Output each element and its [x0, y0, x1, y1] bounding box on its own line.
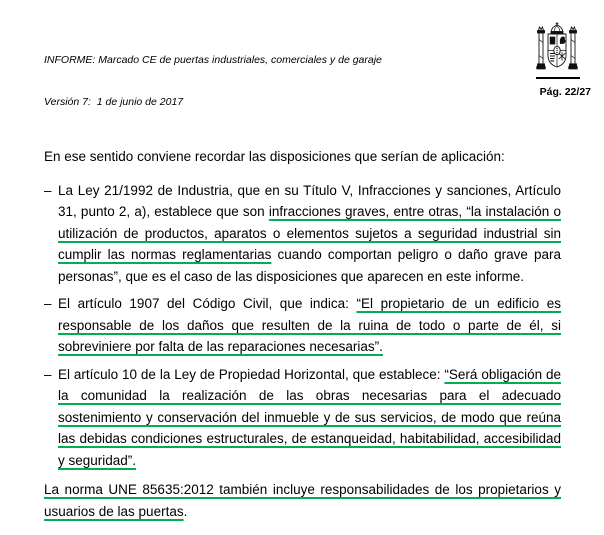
list-item [44, 180, 561, 288]
bullet-text-underlined: infracciones graves, entre otras, “la instalación o utilización de productos, aparatos o elementos sujetos a seguridad industrial sin cumplir las normas reglamentarias [58, 204, 561, 262]
bullet-text-plain: cuando comportan peligro o daño grave para personas”, que es el caso de las disposiciones que aparecen en este informe. [58, 247, 561, 284]
report-title: INFORME: Marcado CE de puertas industriales, comerciales y de garaje [44, 54, 382, 66]
bullet-dash: – [44, 182, 52, 198]
list-item [44, 364, 561, 472]
list-item [44, 293, 561, 358]
spain-coat-of-arms-icon [536, 21, 578, 76]
intro-paragraph: En ese sentido conviene recordar las disposiciones que serían de aplicación: [44, 149, 505, 164]
header-divider [536, 77, 580, 79]
document-body [44, 146, 561, 522]
bullet-dash: – [44, 296, 52, 311]
document-header [44, 25, 382, 137]
bullet-dash: – [44, 366, 52, 382]
bullet-text-plain: El artículo 1907 del Código Civil, que indica: [58, 296, 357, 311]
page-number: Pág. 22/27 [539, 86, 591, 98]
bullet-text-plain: El artículo 10 de la Ley de Propiedad Horizontal, que establece: [58, 366, 445, 382]
bullet-text-underlined: “Será obligación de la comunidad la realización de las obras necesarias para el adecuado sostenimiento y conservación del inmueble y de sus servicios, de modo que reúna las debidas condiciones estructurales, de estanqueidad, habitabilidad, accesibilidad y seguridad”. [58, 366, 562, 468]
bullet-text-plain: La Ley 21/1992 de Industria, que en su Título V, Infracciones y sanciones, Artículo 31, punto 2, a), establece que son [58, 182, 561, 219]
closing-text-underlined: La norma UNE 85635:2012 también incluye responsabilidades de los propietarios y usuarios de las puertas [44, 482, 561, 519]
report-version: Versión 7: 1 de junio de 2017 [44, 96, 184, 108]
bullet-text-underlined: “El propietario de un edificio es responsable de los daños que resulten de la ruina de todo o parte de él, si sobreviniere por falta de las reparaciones necesarias”. [58, 296, 561, 354]
closing-paragraph [44, 479, 561, 522]
closing-text-plain: . [183, 503, 188, 519]
